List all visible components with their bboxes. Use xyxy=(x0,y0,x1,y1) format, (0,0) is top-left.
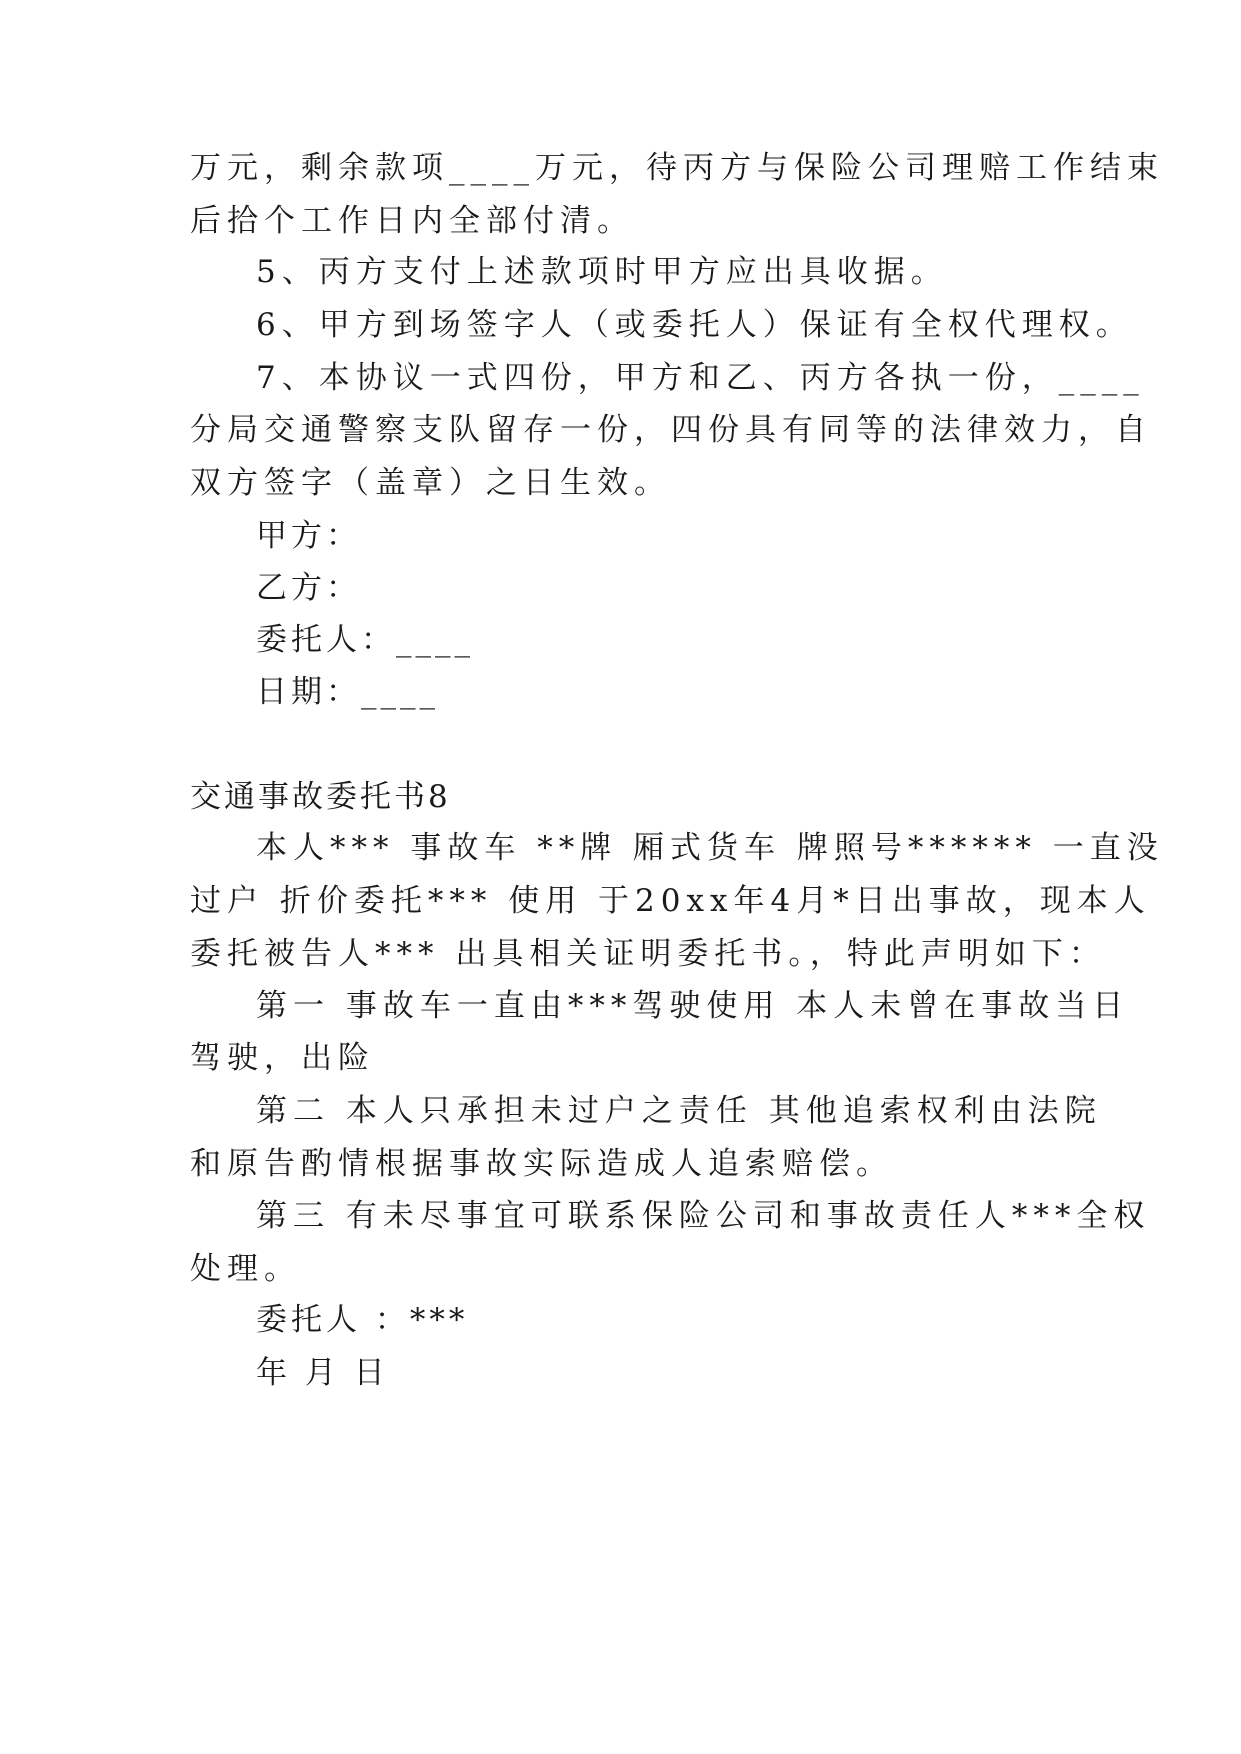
clause-6: 6、甲方到场签字人（或委托人）保证有全权代理权。 xyxy=(256,307,1133,343)
paragraph-line: 万元，剩余款项____万元，待丙方与保险公司理赔工作结束 xyxy=(190,150,1164,186)
paragraph-line: 驾驶，出险 xyxy=(190,1040,375,1076)
clause-first: 第一 事故车一直由***驾驶使用 本人未曾在事故当日 xyxy=(256,988,1130,1024)
signature-date: 日期：____ xyxy=(256,674,439,710)
paragraph-line: 处理。 xyxy=(190,1251,301,1287)
signature-date: 年 月 日 xyxy=(256,1355,389,1391)
clause-7: 7、本协议一式四份，甲方和乙、丙方各执一份，____ xyxy=(256,360,1145,396)
principal-signature: 委托人：____ xyxy=(256,622,474,658)
paragraph-line: 双方签字（盖章）之日生效。 xyxy=(190,465,671,501)
clause-5: 5、丙方支付上述款项时甲方应出具收据。 xyxy=(256,254,948,290)
paragraph-line: 分局交通警察支队留存一份，四份具有同等的法律效力，自 xyxy=(190,412,1152,448)
paragraph-line: 和原告酌情根据事故实际造成人追索赔偿。 xyxy=(190,1146,893,1182)
section-title: 交通事故委托书8 xyxy=(190,779,451,815)
party-a-signature: 甲方： xyxy=(256,518,361,554)
paragraph-line: 本人*** 事故车 **牌 厢式货车 牌照号****** 一直没 xyxy=(256,830,1164,866)
party-b-signature: 乙方： xyxy=(256,570,361,606)
paragraph-line: 后拾个工作日内全部付清。 xyxy=(190,203,634,239)
clause-third: 第三 有未尽事宜可联系保险公司和事故责任人***全权 xyxy=(256,1198,1151,1234)
paragraph-line: 过户 折价委托*** 使用 于20xx年4月*日出事故，现本人 xyxy=(190,883,1151,919)
principal-signature: 委托人 ：*** xyxy=(256,1302,469,1338)
paragraph-line: 委托被告人*** 出具相关证明委托书。，特此声明如下： xyxy=(190,936,1106,972)
clause-second: 第二 本人只承担未过户之责任 其他追索权利由法院 xyxy=(256,1093,1102,1129)
